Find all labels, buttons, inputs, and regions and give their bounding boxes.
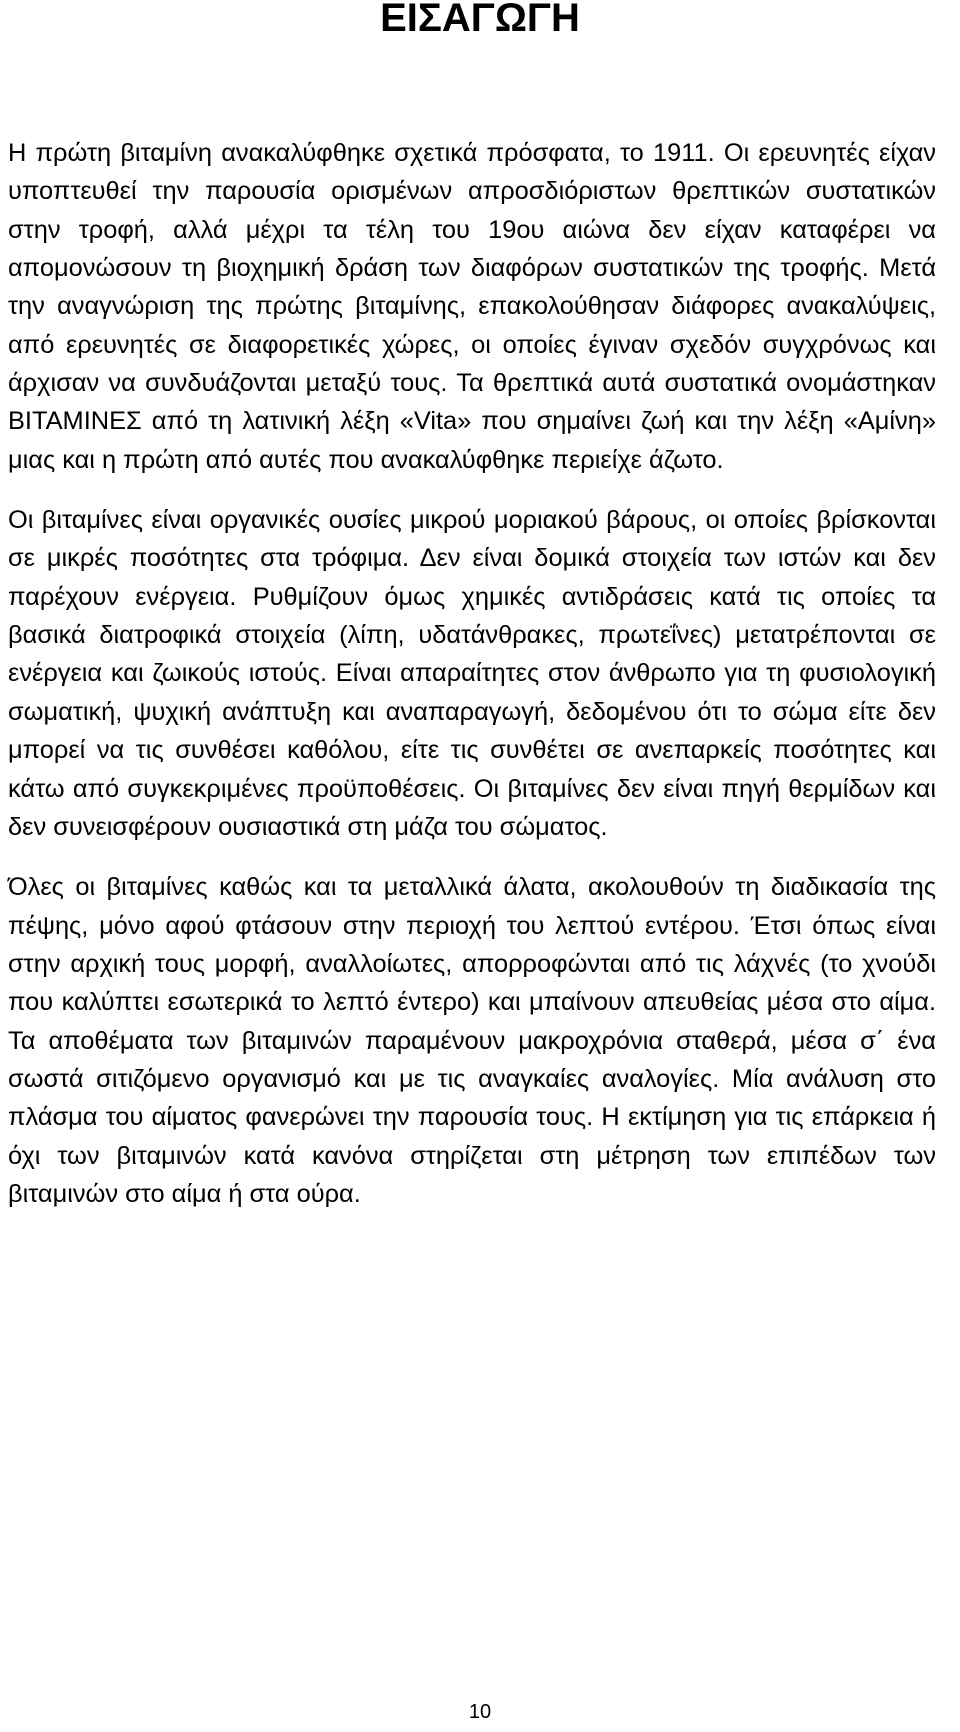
paragraph-3: Όλες οι βιταμίνες καθώς και τα μεταλλικά άλατα, ακολουθούν τη διαδικασία της πέψης, μόνο αφού φτάσουν στην περιοχή του λεπτού εντέρου. Έτσι όπως είναι στην αρχική τους μορφή, αναλλοίωτες, απορροφώνται από τις λάχνές (το χνούδι που καλύπτει εσωτερικά το λεπτό έντερο) και μπαίνουν απευθείας μέσα στο αίμα. Τα αποθέματα των βιταμινών παραμένουν μακροχρόνια σταθερά, μέσα σ΄ ένα σωστά σιτιζόμενο οργανισμό και με τις αναγκαίες αναλογίες. Μία ανάλυση στο πλάσμα του αίματος φανερώνει την παρουσία τους. Η εκτίμηση για τις επάρκεια ή όχι των βιταμινών κατά κανόνα στηρίζεται στη μέτρηση των επιπέδων των βιταμινών στο αίμα ή στα ούρα. [8,873,936,1208]
page-title: ΕΙΣΑΓΩΓΗ [380,0,580,40]
paragraph-2: Οι βιταμίνες είναι οργανικές ουσίες μικρού μοριακού βάρους, οι οποίες βρίσκονται σε μικρές ποσότητες στα τρόφιμα. Δεν είναι δομικά στοιχεία των ιστών και δεν παρέχουν ενέργεια. Ρυθμίζουν όμως χημικές αντιδράσεις κατά τις οποίες τα βασικά διατροφικά στοιχεία (λίπη, υδατάνθρακες, πρωτεΐνες) μετατρέπονται σε ενέργεια και ζωικούς ιστούς. Είναι απαραίτητες στον άνθρωπο για τη φυσιολογική σωματική, ψυχική ανάπτυξη και αναπαραγωγή, δεδομένου ότι το σώμα είτε δεν μπορεί να τις συνθέσει καθόλου, είτε τις συνθέτει σε ανεπαρκείς ποσότητες και κάτω από συγκεκριμένες προϋποθέσεις. Οι βιταμίνες δεν είναι πηγή θερμίδων και δεν συνεισφέρουν ουσιαστικά στη μάζα του σώματος. [8,506,936,841]
paragraph-1: Η πρώτη βιταμίνη ανακαλύφθηκε σχετικά πρόσφατα, το 1911. Οι ερευνητές είχαν υποπτευθεί την παρουσία ορισμένων απροσδιόριστων θρεπτικών συστατικών στην τροφή, αλλά μέχρι τα τέλη του 19ου αιώνα δεν είχαν καταφέρει να απομονώσουν τη βιοχημική δράση των διαφόρων συστατικών της τροφής. Μετά την αναγνώριση της πρώτης βιταμίνης, επακολούθησαν διάφορες ανακαλύψεις, από ερευνητές σε διαφορετικές χώρες, οι οποίες έγιναν σχεδόν συγχρόνως και άρχισαν να συνδυάζονται μεταξύ τους. Τα θρεπτικά αυτά συστατικά ονομάστηκαν ΒΙΤΑΜΙΝΕΣ από τη λατινική λέξη «Vita» που σημαίνει ζωή και την λέξη «Αμίνη» μιας και η πρώτη από αυτές που ανακαλύφθηκε περιείχε άζωτο. [8,139,936,474]
body-text [8,134,936,1235]
page-number: 10 [468,1701,492,1723]
